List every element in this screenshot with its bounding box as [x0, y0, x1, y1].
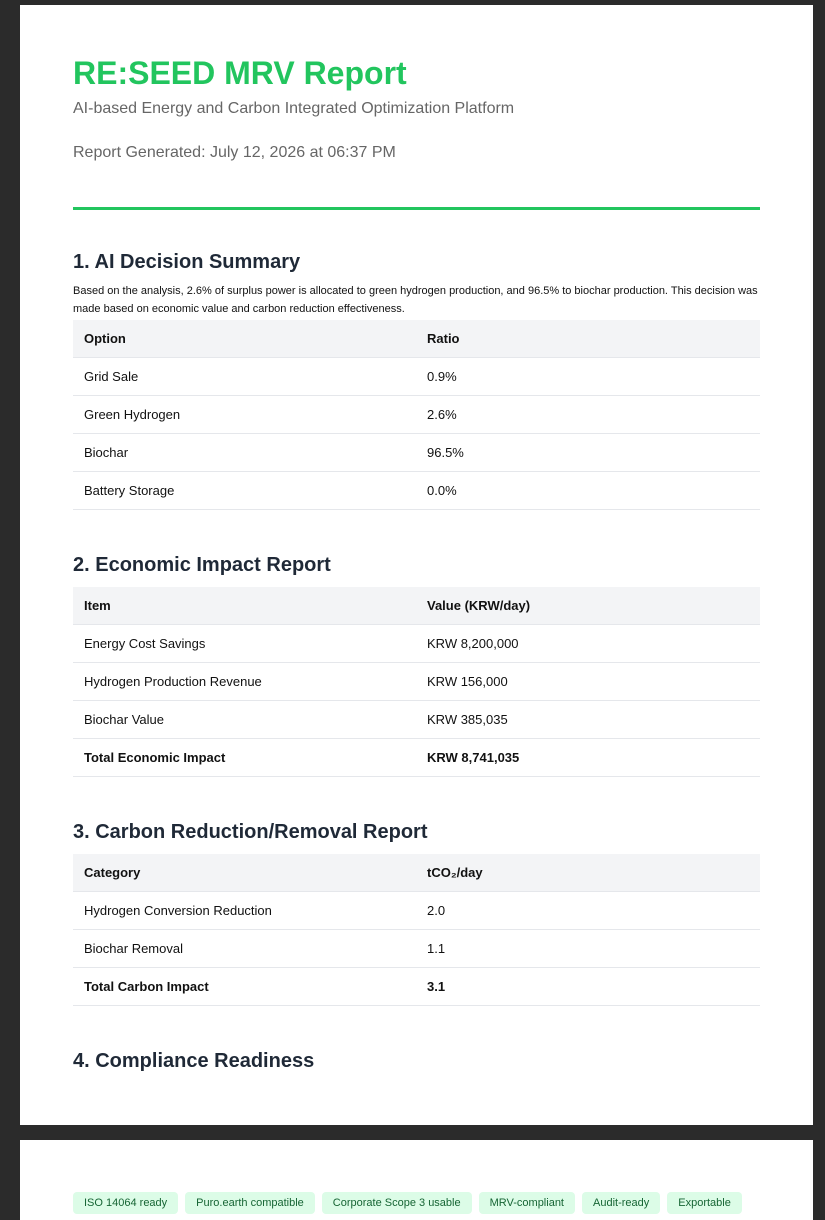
table-cell: Battery Storage — [73, 472, 416, 510]
table-row — [73, 358, 760, 396]
table-cell: 1.1 — [416, 930, 760, 968]
column-header: Item — [73, 587, 416, 625]
table-cell: 96.5% — [416, 434, 760, 472]
compliance-badge: MRV-compliant — [479, 1192, 575, 1214]
table-header-row — [73, 854, 760, 892]
ai-summary-table — [73, 320, 760, 510]
table-cell: Hydrogen Conversion Reduction — [73, 892, 416, 930]
table-total-row — [73, 739, 760, 777]
table-cell: Green Hydrogen — [73, 396, 416, 434]
table-cell: Biochar Removal — [73, 930, 416, 968]
header-divider — [73, 207, 760, 210]
table-cell: 0.0% — [416, 472, 760, 510]
compliance-badge: Audit-ready — [582, 1192, 660, 1214]
table-cell: 0.9% — [416, 358, 760, 396]
report-title: RE:SEED MRV Report — [73, 55, 407, 91]
table-cell: KRW 156,000 — [416, 663, 760, 701]
report-page-2 — [20, 1140, 813, 1220]
table-row — [73, 892, 760, 930]
table-cell: Grid Sale — [73, 358, 416, 396]
compliance-badges — [73, 1192, 742, 1214]
column-header: Value (KRW/day) — [416, 587, 760, 625]
table-cell: 3.1 — [416, 968, 760, 1006]
compliance-badge: Exportable — [667, 1192, 742, 1214]
column-header: tCO₂/day — [416, 854, 760, 892]
column-header: Option — [73, 320, 416, 358]
table-row — [73, 625, 760, 663]
table-cell: 2.0 — [416, 892, 760, 930]
ai-summary-description: Based on the analysis, 2.6% of surplus power is allocated to green hydrogen production, and 96.5% to biochar production. This decision was made based on economic value and carbon reduction effectiveness. — [73, 285, 758, 315]
table-header-row — [73, 587, 760, 625]
carbon-impact-table — [73, 854, 760, 1006]
section-carbon-heading: 3. Carbon Reduction/Removal Report — [73, 821, 428, 843]
table-row — [73, 434, 760, 472]
table-row — [73, 930, 760, 968]
table-cell: Energy Cost Savings — [73, 625, 416, 663]
table-cell: Total Carbon Impact — [73, 968, 416, 1006]
column-header: Category — [73, 854, 416, 892]
report-subtitle: AI-based Energy and Carbon Integrated Optimization Platform — [73, 100, 515, 117]
table-row — [73, 472, 760, 510]
table-cell: Hydrogen Production Revenue — [73, 663, 416, 701]
table-header-row — [73, 320, 760, 358]
table-cell: Biochar — [73, 434, 416, 472]
compliance-badge: Corporate Scope 3 usable — [322, 1192, 472, 1214]
table-row — [73, 396, 760, 434]
table-cell: KRW 8,200,000 — [416, 625, 760, 663]
table-cell: Biochar Value — [73, 701, 416, 739]
table-cell: KRW 385,035 — [416, 701, 760, 739]
report-page-1 — [20, 5, 813, 1125]
table-total-row — [73, 968, 760, 1006]
column-header: Ratio — [416, 320, 760, 358]
table-row — [73, 663, 760, 701]
compliance-badge: ISO 14064 ready — [73, 1192, 178, 1214]
compliance-badge: Puro.earth compatible — [185, 1192, 315, 1214]
table-cell: 2.6% — [416, 396, 760, 434]
table-cell: KRW 8,741,035 — [416, 739, 760, 777]
section-compliance-heading: 4. Compliance Readiness — [73, 1050, 315, 1072]
section-ai-summary-heading: 1. AI Decision Summary — [73, 251, 301, 273]
economic-impact-table — [73, 587, 760, 777]
report-generated-date: Report Generated: July 12, 2026 at 06:37 PM — [73, 144, 396, 161]
table-cell: Total Economic Impact — [73, 739, 416, 777]
section-economic-heading: 2. Economic Impact Report — [73, 554, 331, 576]
table-row — [73, 701, 760, 739]
